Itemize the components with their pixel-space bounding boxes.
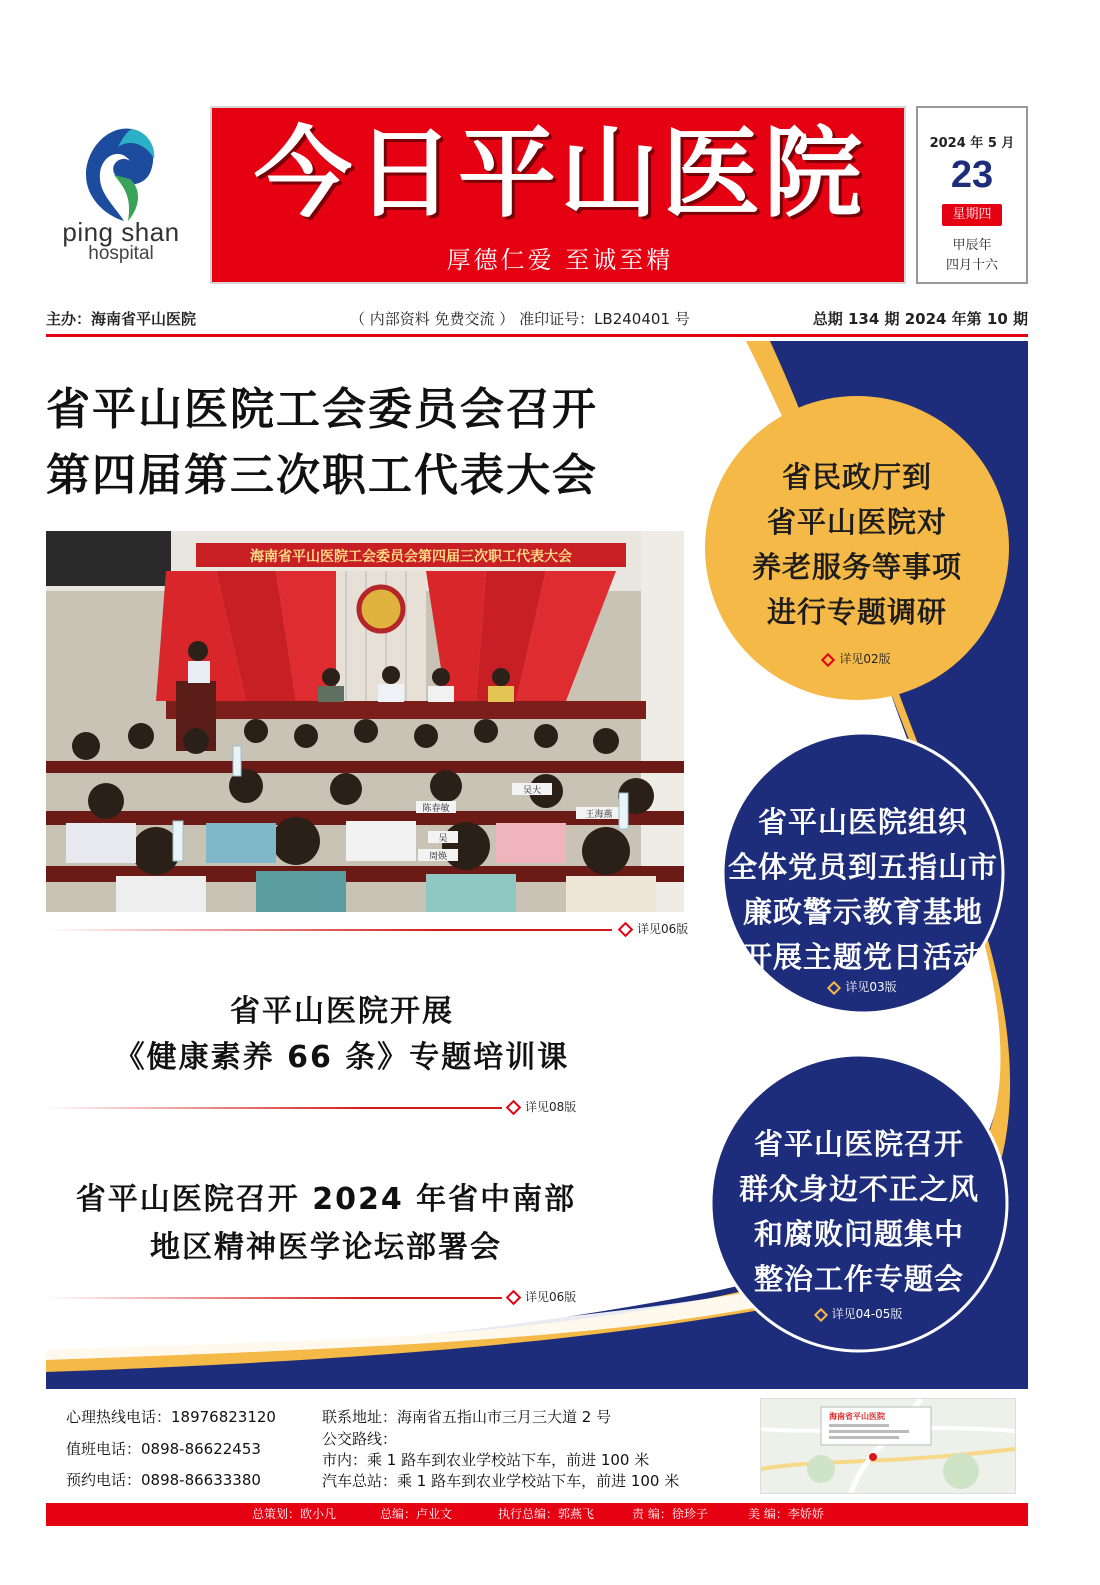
see-page-story2-text: 详见08版 <box>525 1100 577 1114</box>
lunar-day: 四月十六 <box>945 258 998 273</box>
appointment-phone: 预约电话：0898-86633380 <box>66 1471 261 1489</box>
bubble-story-3[interactable] <box>679 1122 1039 1302</box>
lead-headline-line2[interactable]: 第四届第三次职工代表大会 <box>46 450 598 501</box>
nameplate-1: 陈春敏 <box>422 804 450 814</box>
credit-art-editor: 美 编：李娇娇 <box>748 1507 824 1521</box>
credit-executive-editor: 执行总编：郭燕飞 <box>498 1507 595 1521</box>
date-box <box>916 106 1028 284</box>
logo-text-pingshan: ping shan <box>62 217 180 247</box>
psych-hotline: 心理热线电话：18976823120 <box>66 1408 276 1426</box>
bubble2-line3: 廉政警示教育基地 <box>742 895 983 929</box>
see-page-bubble3[interactable] <box>679 1305 1039 1322</box>
date-weekday: 星期四 <box>942 204 1002 226</box>
story3-headline-line1[interactable]: 省平山医院召开 2024 年省中南部 <box>75 1182 577 1217</box>
nameplate-4: 周焕 <box>428 852 448 862</box>
credit-responsible-editor: 责 编：徐珍子 <box>632 1507 708 1521</box>
credits-bar <box>46 1503 1028 1526</box>
nameplate-3: 王海燕 <box>585 810 613 820</box>
see-page-bubble2[interactable] <box>683 978 1043 995</box>
see-page-lead[interactable] <box>620 920 688 937</box>
bubble3-line1: 省平山医院召开 <box>753 1127 964 1161</box>
diamond-icon <box>827 980 841 994</box>
diamond-icon <box>813 1307 827 1321</box>
divider-story2 <box>46 1107 502 1109</box>
see-page-story3-text: 详见06版 <box>525 1290 577 1304</box>
bubble2-line2: 全体党员到五指山市 <box>727 850 998 884</box>
lead-headline-line1[interactable]: 省平山医院工会委员会召开 <box>46 384 598 435</box>
bubble3-line3: 和腐败问题集中 <box>753 1217 964 1251</box>
story3-headline-line2[interactable]: 地区精神医学论坛部署会 <box>150 1230 502 1265</box>
see-page-bubble1[interactable] <box>677 650 1037 667</box>
contact-address: 联系地址：海南省五指山市三月三大道 2 号 <box>322 1408 612 1426</box>
meeting-photo-illustration <box>46 531 684 912</box>
logo-mark-icon <box>80 125 160 223</box>
bus-route-city: 市内：乘 1 路车到农业学校站下车，前进 100 米 <box>322 1451 650 1469</box>
masthead-banner <box>210 106 906 284</box>
bubble2-line1: 省平山医院组织 <box>757 805 968 839</box>
license-info: （ 内部资料 免费交流 ） 准印证号：LB240401 号 <box>350 310 690 328</box>
credit-editor-in-chief: 总编：卢业文 <box>380 1507 453 1521</box>
nameplate-5: 吴大 <box>522 786 542 796</box>
bubble1-line2: 省平山医院对 <box>766 505 947 539</box>
date-day: 23 <box>950 154 994 196</box>
bubble1-line3: 养老服务等事项 <box>751 550 962 584</box>
bubble3-line4: 整治工作专题会 <box>753 1262 964 1296</box>
see-page-bubble3-text: 详见04-05版 <box>831 1307 903 1321</box>
divider-lead <box>46 929 612 931</box>
publisher-info: 主办：海南省平山医院 <box>46 310 197 328</box>
diamond-icon <box>821 652 835 666</box>
map-illustration <box>761 1399 1015 1493</box>
see-page-bubble1-text: 详见02版 <box>839 652 891 666</box>
bus-routes-title: 公交路线： <box>322 1430 398 1448</box>
see-page-bubble2-text: 详见03版 <box>845 980 897 994</box>
diamond-icon <box>506 1290 522 1306</box>
credit-planner: 总策划：欧小凡 <box>252 1507 337 1521</box>
hospital-logo <box>46 125 196 265</box>
see-page-story3[interactable] <box>508 1288 576 1305</box>
bus-route-station: 汽车总站：乘 1 路车到农业学校站下车，前进 100 米 <box>322 1472 680 1490</box>
newspaper-slogan: 厚德仁爱 至诚至精 <box>446 246 674 274</box>
nameplate-2: 吴 <box>438 834 448 844</box>
info-bar <box>46 306 1028 330</box>
bubble1-line1: 省民政厅到 <box>781 460 932 494</box>
bubble3-line2: 群众身边不正之风 <box>738 1172 979 1206</box>
union-emblem <box>359 587 403 631</box>
see-page-story2[interactable] <box>508 1098 576 1115</box>
lead-photo[interactable] <box>46 531 684 912</box>
header-divider <box>46 334 1028 337</box>
bubble-story-2[interactable] <box>683 800 1043 980</box>
divider-story3 <box>46 1297 502 1299</box>
location-map[interactable] <box>760 1398 1016 1494</box>
logo-text-hospital: hospital <box>88 243 154 264</box>
diamond-icon <box>506 1100 522 1116</box>
date-year-month: 2024 年 5 月 <box>929 136 1015 151</box>
issue-number: 总期 134 期 2024 年第 10 期 <box>812 310 1028 328</box>
bubble-story-1[interactable] <box>677 455 1037 635</box>
map-pin-icon <box>869 1453 877 1461</box>
lunar-year: 甲辰年 <box>952 238 992 253</box>
story2-headline-line2[interactable]: 《健康素养 66 条》专题培训课 <box>114 1040 570 1075</box>
photo-banner-text: 海南省平山医院工会委员会第四届三次职工代表大会 <box>250 549 572 565</box>
duty-phone: 值班电话：0898-86622453 <box>66 1440 261 1458</box>
bubble1-line4: 进行专题调研 <box>766 595 947 629</box>
newspaper-title: 今日平山医院 <box>253 117 866 231</box>
bubble2-line4: 开展主题党日活动 <box>742 940 983 974</box>
see-page-lead-text: 详见06版 <box>637 922 689 936</box>
map-hospital-label: 海南省平山医院 <box>829 1412 885 1421</box>
diamond-icon <box>618 922 634 938</box>
story2-headline-line1[interactable]: 省平山医院开展 <box>230 994 454 1029</box>
